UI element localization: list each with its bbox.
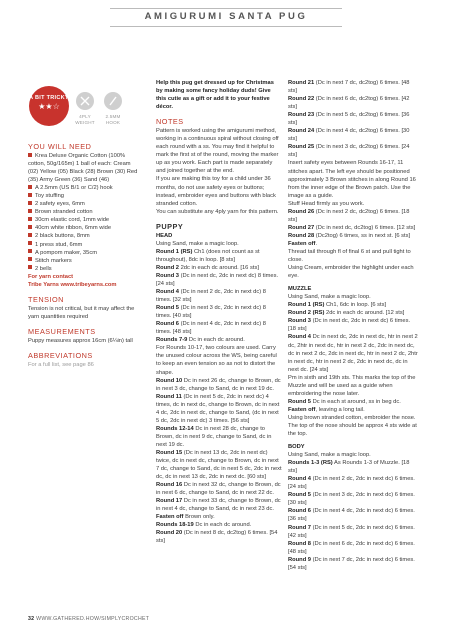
material-item: 2 bells bbox=[28, 265, 140, 273]
round-label: Fasten off bbox=[288, 406, 316, 413]
instruction-row bbox=[288, 200, 418, 208]
round-label: Round 15 bbox=[156, 449, 183, 456]
instruction-row bbox=[288, 232, 418, 240]
round-text: (Dc in next 4 dc, 2dc in next dc) 6 times. [36 sts] bbox=[288, 508, 415, 523]
instruction-row bbox=[288, 459, 418, 475]
round-text: (Dc in next 2 dc, 2dc in next dc) 8 times. [32 sts] bbox=[156, 289, 266, 304]
round-label: Fasten off bbox=[288, 240, 316, 247]
material-item: 2 black buttons, 8mm bbox=[28, 232, 140, 240]
round-text: (Dc in next dc, 2dc in next dc) 8 times. [24 sts] bbox=[156, 272, 279, 287]
instruction-row bbox=[156, 513, 282, 521]
round-label: Round 3 bbox=[288, 318, 311, 325]
instruction-row bbox=[156, 449, 282, 481]
instruction-row bbox=[156, 304, 282, 320]
round-label: Round 25 bbox=[288, 144, 315, 151]
yarn-supplier[interactable]: Tribe Yarns www.tribeyarns.com bbox=[28, 281, 117, 288]
round-label: Rounds 1-3 (RS) bbox=[288, 460, 333, 467]
round-text: (Dc in next 5 dc, 2dc in next dc) 6 times. [42 sts] bbox=[288, 524, 415, 539]
round-text: (Dc in next 4 dc, 2dc in next dc) 8 times. [48 sts] bbox=[156, 321, 266, 336]
instruction-row bbox=[288, 208, 418, 224]
round-label: Round 24 bbox=[288, 128, 315, 135]
note-paragraph: Pattern is worked using the amigurumi method, working in a continuous spiral without closing off each round with a ss. You may find it helpful to mark the first st of the round, moving the marker up as you work. Each part is made separately and joined together at the end. bbox=[156, 128, 279, 175]
instruction-row bbox=[156, 497, 282, 513]
instruction-row bbox=[288, 159, 418, 199]
round-text: Dc in each dc around. bbox=[193, 522, 252, 529]
round-text: Dc in next 32 dc, change to Brown, dc in next 6 dc, change to Sand, dc in next 22 dc. bbox=[156, 482, 281, 497]
material-item: 40cm white ribbon, 6mm wide bbox=[28, 224, 140, 232]
round-text: 2dc in each dc around. [16 sts] bbox=[179, 264, 259, 271]
round-label: Round 5 bbox=[156, 305, 179, 312]
material-item: Krea Deluxe Organic Cotton (100% cotton, 50g/165m) 1 ball of each: Cream (02) Yellow (05) Black (28) Brown (30) Red (35) Army Green (36) Sand (46) bbox=[28, 152, 140, 184]
weight-label: 4PLY WEIGHT bbox=[75, 114, 95, 125]
you-will-need-heading: YOU WILL NEED bbox=[28, 142, 92, 151]
round-label: Round 17 bbox=[156, 498, 183, 505]
round-text: Dc in each dc around. bbox=[187, 337, 245, 344]
round-text: Using brown stranded cotton, embroider the nose. The top of the nose should be approx 4 sts wide at the top. bbox=[288, 414, 417, 438]
round-label: Round 4 bbox=[288, 476, 311, 483]
head-instructions bbox=[156, 240, 282, 546]
puppy-heading: PUPPY bbox=[156, 221, 184, 231]
round-text: As Rounds 1-3 of Muzzle. [18 sts] bbox=[288, 460, 410, 475]
instruction-row bbox=[288, 264, 418, 280]
material-item: 2 safety eyes, 6mm bbox=[28, 200, 140, 208]
instruction-row bbox=[288, 95, 418, 111]
round-label: Rounds 12-14 bbox=[156, 425, 194, 432]
instruction-row bbox=[156, 248, 282, 264]
hook-label: 2.5MM HOOK bbox=[105, 114, 121, 125]
instruction-row bbox=[156, 272, 282, 288]
round-text: Pm in sixth and 19th sts. This marks the top of the Muzzle and will be used as a guide when embroidering the nose later. bbox=[288, 374, 416, 397]
material-item: A 2.5mm (US B/1 or C/2) hook bbox=[28, 184, 140, 192]
instruction-row bbox=[156, 393, 282, 425]
round-text: (Dc in next 3 dc, dc2tog) 6 times. [24 sts] bbox=[288, 144, 410, 159]
material-item: 30cm elastic cord, 1mm wide bbox=[28, 216, 140, 224]
round-text: (Dc in next dc, 2dc in next dc) 6 times. [18 sts] bbox=[288, 318, 411, 333]
instruction-row bbox=[288, 475, 418, 491]
instruction-row bbox=[156, 288, 282, 304]
round-text: Dc in each st around, ss in beg dc. bbox=[311, 398, 401, 405]
abbreviations-text: For a full list, see page 86 bbox=[28, 361, 94, 368]
round-text: Using Sand, make a magic loop. bbox=[156, 240, 239, 247]
difficulty-stars: ★★☆ bbox=[38, 102, 60, 111]
round-text: (Dc in next 7 dc, dc2tog) 6 times. [48 sts] bbox=[288, 80, 410, 95]
note-paragraph: If you are making this toy for a child under 36 months, do not use safety eyes or buttons; instead, embroider eyes and buttons with black stranded cotton. bbox=[156, 176, 276, 207]
instruction-row bbox=[288, 111, 418, 127]
round-text: Dc in next dc, 2dc in next dc, htr in next 2 dc, 2htr in next dc, htr in next 2 dc, 2dc in next dc, dc in next 2 dc, 2dc in next dc, htr in next 2 dc, 2htr in next dc, htr in next 2 dc, 2dc in next dc, dc in next dc. [24 sts] bbox=[288, 334, 418, 373]
round-text: (Dc in next 8 dc, dc2tog) 6 times. [54 sts] bbox=[156, 530, 278, 545]
round-label: Round 3 bbox=[156, 272, 179, 279]
instruction-row bbox=[288, 127, 418, 143]
round-text: (Dc in next 3 dc, 2dc in next dc) 6 times. [30 sts] bbox=[288, 492, 415, 507]
material-item: Stitch markers bbox=[28, 257, 140, 265]
round-label: Round 28 bbox=[288, 232, 315, 239]
instruction-row bbox=[288, 79, 418, 95]
round-label: Round 7 bbox=[288, 524, 311, 531]
round-label: Round 21 bbox=[288, 80, 315, 86]
body-instructions bbox=[288, 451, 418, 572]
instruction-row bbox=[288, 309, 418, 317]
muzzle-heading: MUZZLE bbox=[288, 286, 312, 293]
round-text: Using Sand, make a magic loop. bbox=[288, 294, 371, 301]
material-item: Brown stranded cotton bbox=[28, 208, 140, 216]
instruction-row bbox=[288, 248, 418, 264]
round-text: (Dc in next 5 dc, dc2tog) 6 times. [36 sts] bbox=[288, 112, 410, 127]
pattern-column-2 bbox=[288, 79, 418, 572]
round-label: Round 1 (RS) bbox=[288, 302, 325, 309]
instruction-row bbox=[288, 451, 418, 459]
materials-column bbox=[28, 136, 140, 369]
instruction-row bbox=[288, 398, 418, 406]
header-rule-top bbox=[110, 8, 342, 9]
page-title: AMIGURUMI SANTA PUG bbox=[144, 11, 308, 22]
round-text: Insert safety eyes between Rounds 16-17, 11 stitches apart. The left eye should be positioned approximately 3 Brown stitches in along Round 16 from the inner edge of the Brown patch. Use the image as a guide. bbox=[288, 160, 416, 199]
body-heading: BODY bbox=[288, 444, 305, 451]
round-label: Round 1 (RS) bbox=[156, 248, 193, 255]
material-item: Toy stuffing bbox=[28, 192, 140, 200]
round-label: Round 4 bbox=[156, 289, 179, 296]
measurements-text: Puppy measures approx 16cm (6¼in) tall bbox=[28, 337, 133, 344]
round-label: Round 6 bbox=[288, 508, 311, 515]
round-label: Round 27 bbox=[288, 224, 315, 231]
muzzle-instructions bbox=[288, 293, 418, 438]
round-text: (Dc2tog) 6 times, ss in next st. [6 sts] bbox=[314, 232, 411, 239]
instruction-row bbox=[156, 264, 282, 272]
head-instructions-cont bbox=[288, 79, 418, 280]
instruction-row bbox=[288, 556, 418, 572]
instruction-row bbox=[156, 377, 282, 393]
round-text: (Dc in next 3 dc, 2dc in next dc) 8 times. [40 sts] bbox=[156, 305, 266, 320]
round-text: (Dc in next dc, dc2tog) 6 times. [12 sts] bbox=[314, 224, 416, 231]
material-item: A pompom maker, 35cm bbox=[28, 249, 140, 257]
round-text: Dc in next 28 dc, change to Brown, dc in next 9 dc, change to Sand, dc in next 19 dc. bbox=[156, 425, 272, 448]
round-text: For Rounds 10-17, two colours are used. Carry the unused colour across the WS, being careful to keep an even tension so as not to distort the shape. bbox=[156, 345, 277, 376]
round-text: (Dc in next 6 dc, dc2tog) 6 times. [42 sts] bbox=[288, 96, 410, 111]
page-number: 32 bbox=[28, 616, 35, 622]
round-text: (Dc in next 4 dc, dc2tog) 6 times. [30 sts] bbox=[288, 128, 410, 143]
round-text: Thread tail through fl of final 6 st and pull tight to close. bbox=[288, 248, 411, 264]
instruction-row bbox=[288, 301, 418, 309]
hook-icon bbox=[104, 92, 122, 110]
difficulty-label: A BIT TRICKY bbox=[29, 95, 69, 101]
tension-text: Tension is not critical, but it may affect the yarn quantities required bbox=[28, 305, 135, 320]
round-text: Using Cream, embroider the highlight under each eye. bbox=[288, 265, 414, 280]
instruction-row bbox=[156, 425, 282, 449]
instruction-row bbox=[288, 540, 418, 556]
instruction-row bbox=[288, 240, 418, 248]
round-label: Round 8 bbox=[288, 540, 311, 547]
round-label: Round 16 bbox=[156, 482, 183, 489]
round-label: Rounds 7-9 bbox=[156, 337, 188, 344]
badge-tail bbox=[45, 120, 53, 126]
material-item: 1 press stud, 6mm bbox=[28, 241, 140, 249]
round-text: Dc in next 26 dc, change to Brown, dc in next 3 dc, change to Sand, dc in next 19 dc. bbox=[156, 377, 281, 392]
round-text: (Dc in next 2 dc, 2dc in next dc) 6 times. [24 sts] bbox=[288, 476, 415, 491]
round-text: 2dc in each dc around. [12 sts] bbox=[324, 310, 405, 317]
notes-heading: NOTES bbox=[156, 117, 184, 127]
header-rule-bottom bbox=[110, 26, 342, 27]
round-text: Dc in next 33 dc, change to Brown, dc in next 4 dc, change to Sand, dc in next 23 dc. bbox=[156, 498, 281, 513]
measurements-heading: MEASUREMENTS bbox=[28, 326, 96, 336]
round-label: Round 11 bbox=[156, 393, 182, 400]
round-text: Using Sand, make a magic loop. bbox=[288, 452, 371, 459]
yarn-ball-icon bbox=[76, 92, 94, 110]
instruction-row bbox=[156, 336, 282, 344]
round-label: Round 26 bbox=[288, 208, 315, 215]
round-label: Rounds 18-19 bbox=[156, 522, 194, 529]
pattern-column-1 bbox=[156, 79, 282, 546]
round-text: Ch1, 6dc in loop. [6 sts] bbox=[324, 302, 387, 309]
instruction-row bbox=[288, 317, 418, 333]
instruction-row bbox=[288, 524, 418, 540]
tension-heading: TENSION bbox=[28, 294, 64, 304]
intro-text: Help this pug get dressed up for Christmas by making some fancy holiday duds! Give this cutie as a gift or add it to your festive décor. bbox=[156, 80, 274, 111]
round-label: Round 6 bbox=[156, 321, 179, 328]
instruction-row bbox=[288, 143, 418, 159]
instruction-row bbox=[156, 521, 282, 529]
round-label: Fasten off bbox=[156, 514, 184, 521]
round-label: Round 4 bbox=[288, 334, 311, 341]
round-label: Round 23 bbox=[288, 112, 315, 119]
instruction-row bbox=[156, 344, 282, 376]
instruction-row bbox=[288, 507, 418, 523]
round-label: Round 2 (RS) bbox=[288, 310, 325, 317]
round-text: Ch1 (does not count as st throughout), 8dc in loop. [8 sts] bbox=[156, 248, 260, 263]
round-label: Round 22 bbox=[288, 96, 315, 103]
page-footer bbox=[28, 616, 149, 622]
instruction-row bbox=[288, 414, 418, 438]
instruction-row bbox=[288, 406, 418, 414]
instruction-row bbox=[288, 293, 418, 301]
instruction-row bbox=[156, 529, 282, 545]
round-text: (Dc in next 6 dc, 2dc in next dc) 6 times. [48 sts] bbox=[288, 540, 415, 555]
note-paragraph: You can substitute any 4ply yarn for this pattern. bbox=[156, 208, 279, 215]
head-heading: HEAD bbox=[156, 232, 173, 239]
round-text: , leaving a long tail. bbox=[315, 406, 365, 413]
instruction-row bbox=[288, 491, 418, 507]
round-label: Round 20 bbox=[156, 530, 183, 537]
round-text: (Dc in next 5 dc, 2dc in next dc) 4 times, dc in next dc, change to Brown, dc in next 4 dc, 2dc in next dc, change to Sand, (dc in next 5 dc, 2dc in next dc) 3 times. [56 sts] bbox=[156, 393, 280, 424]
yarn-contact-label: For yarn contact bbox=[28, 273, 74, 280]
round-label: Round 2 bbox=[156, 264, 179, 271]
round-text: (Dc in next 7 dc, 2dc in next dc) 6 times. [54 sts] bbox=[288, 556, 415, 571]
abbreviations-heading: ABBREVIATIONS bbox=[28, 350, 93, 360]
round-label: Round 10 bbox=[156, 377, 183, 384]
round-label: Round 5 bbox=[288, 398, 311, 405]
materials-list bbox=[28, 152, 140, 273]
notes-list bbox=[156, 127, 282, 216]
instruction-row bbox=[156, 481, 282, 497]
round-text: Brown only. bbox=[183, 514, 215, 521]
round-label: Round 5 bbox=[288, 492, 311, 499]
footer-url: WWW.GATHERED.HOW/SIMPLYCROCHET bbox=[36, 616, 150, 622]
instruction-row bbox=[288, 374, 418, 398]
instruction-row bbox=[156, 240, 282, 248]
round-text: Stuff Head firmly as you work. bbox=[288, 200, 365, 207]
round-label: Round 9 bbox=[288, 556, 311, 563]
round-text: (Dc in next 13 dc, 2dc in next dc) twice, dc in next dc, change to Brown, dc in next 7 dc, change to Sand, dc in next 5 dc, 2dc in next dc, dc in next 13 dc, 2dc in next dc. [60 sts] bbox=[156, 449, 282, 481]
instruction-row bbox=[156, 320, 282, 336]
instruction-row bbox=[288, 224, 418, 232]
instruction-row bbox=[288, 333, 418, 373]
round-text: (Dc in next 2 dc, dc2tog) 6 times. [18 sts] bbox=[288, 208, 410, 223]
round-text: . bbox=[315, 240, 318, 247]
